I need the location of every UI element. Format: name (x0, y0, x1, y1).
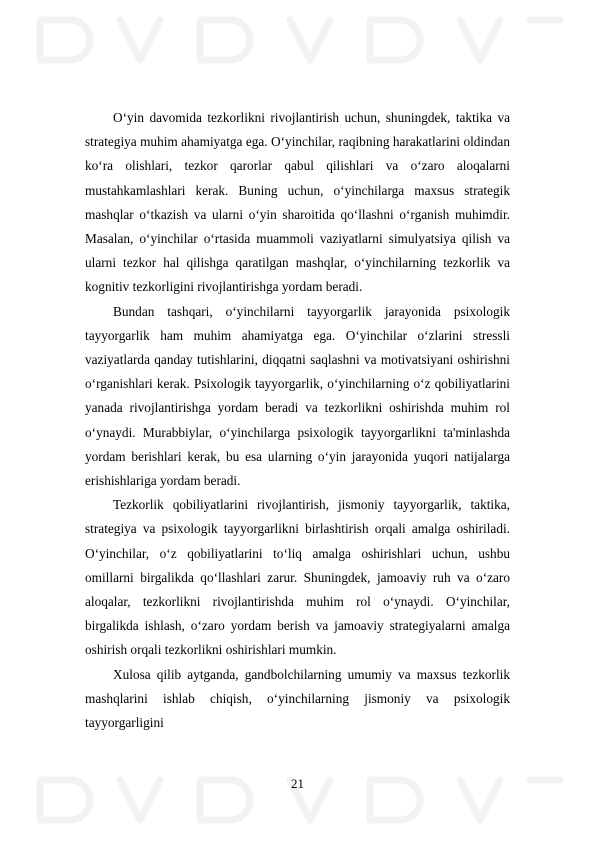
page-number: 21 (291, 776, 304, 791)
document-body (85, 106, 510, 735)
paragraph: O‘yin davomida tezkorlikni rivojlantirish uchun, shuningdek, taktika va strategiya muhim ahamiyatga ega. O‘yinchilar, raqibning harakatlarini oldindan ko‘ra olishlari, tezkor qarorlar qabul qilishlari va o‘zaro aloqalarni mustahkamlashlari kerak. Buning uchun, o‘yinchilarga maxsus strategik mashqlar o‘tkazish va ularni o‘yin sharoitida qo‘llashni o‘rganish muhimdir. Masalan, o‘yinchilar o‘rtasida muammoli vaziyatlarni simulyatsiya qilish va ularni tezkor hal qilishga qaratilgan mashqlar, o‘yinchilarning tezkorlik va kognitiv tezkorligini rivojlantirishga yordam beradi. (85, 110, 510, 295)
paragraph: Tezkorlik qobiliyatlarini rivojlantirish, jismoniy tayyorgarlik, taktika, strategiya va psixologik tayyorgarlikni birlashtirish orqali amalga oshiriladi. O‘yinchilar, o‘z qobiliyatlarini to‘liq amalga oshirishlari uchun, ushbu omillarni birgalikda qo‘llashlari zarur. Shuningdek, jamoaviy ruh va o‘zaro aloqalar, tezkorlikni rivojlantirishda muhim rol o‘ynaydi. O‘yinchilar, birgalikda ishlash, o‘zaro yordam berish va jamoaviy strategiyalarni amalga oshirish orqali tezkorlikni oshirishlari mumkin. (85, 497, 510, 658)
paragraph: Xulosa qilib aytganda, gandbolchilarning umumiy va maxsus tezkorlik mashqlarini ishlab chiqish, o‘yinchilarning jismoniy va psixologik tayyorgarligini (85, 666, 510, 731)
paragraph: Bundan tashqari, o‘yinchilarni tayyorgarlik jarayonida psixologik tayyorgarlik ham muhim ahamiyatga ega. O‘yinchilar o‘zlarini stressli vaziyatlarda qanday tutishlarini, diqqatni saqlashni va motivatsiyani oshirishni o‘rganishlari kerak. Psixologik tayyorgarlik, o‘yinchilarning o‘z qobiliyatlarini yanada rivojlantirishga yordam beradi va tezkorlikni oshirishda muhim rol o‘ynaydi. Murabbiylar, o‘yinchilarga psixologik tayyorgarlikni ta'minlashda yordam berishlari kerak, bu esa ularning o‘yin jarayonida yuqori natijalarga erishishlariga yordam beradi. (85, 303, 510, 489)
